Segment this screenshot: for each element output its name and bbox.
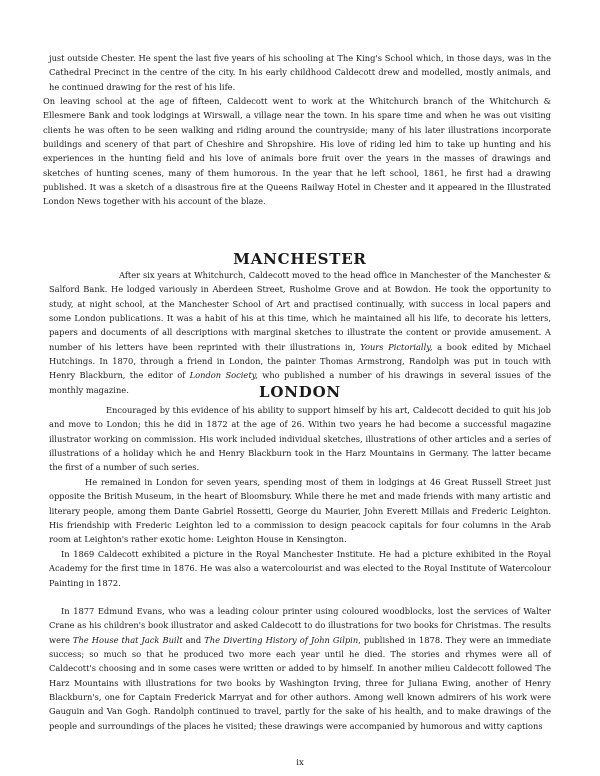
text-run: who published a number of his drawings in several issues of the monthly magazine. bbox=[49, 370, 551, 395]
paragraph-london-move: Encouraged by this evidence of his ability to support himself by his art, Caldecott decided to quit his job and move to London; this he did in 1872 at the age of 26. Within two years he had become a successful magazine illustrator working on commission. His work included individual sketches, illustrations of other articles and a series of illustrations of a holiday which he and Henry Blackburn took in the Harz Mountains in Germany. The latter became the first of a number of such series. bbox=[49, 405, 551, 473]
section-heading-london: LONDON bbox=[259, 383, 341, 401]
text-run: In 1877 Edmund Evans, who was a leading colour printer using coloured woodblocks, lost the services of Walter Crane as his children's book illustrator and asked Caldecott to do illustrations for two books for Christmas. The results were bbox=[49, 606, 552, 645]
text-run: , published in 1878. They were an immediate success; so much so that he produced two more each year until he died. The stories and rhymes were all of Caldecott's choosing and in some cases were written or added to by himself. In another milieu Caldecott followed The Harz Mountains with illustrations for two books by Washington Irving, three for Juliana Ewing, another of Henry Blackburn's, one for Captain Frederick Marryat and for other authors. Among well known admirers of his work were Gauguin and Van Gogh. Randolph continued to travel, partly for the sake of his health, and to make drawings of the people and surroundings of the places he visited; these drawings were accompanied by humorous and witty captions bbox=[49, 634, 551, 731]
paragraph-childrens-books bbox=[49, 604, 551, 733]
book-title-jack-built: The House that Jack Built bbox=[72, 634, 183, 645]
paragraph-whitchurch: On leaving school at the age of fifteen, Caldecott went to work at the Whitchurch branch of the Whitchurch & Ellesmere Bank and took lodgings at Wirswall, a village near the town. In his spare time and when he was out visiting clients he was often to be seen walking and riding around the countryside; many of his later illustrations incorporate buildings and scenery of that part of Cheshire and Shropshire. His love of riding led him to take up hunting and his experiences in the hunting field and his love of animals bore fruit over the years in the masses of drawings and sketches of hunting scenes, many of them humorous. In the year that he left school, 1861, he first had a drawing published. It was a sketch of a disastrous fire at the Queens Railway Hotel in Chester and it appeared in the Illustrated London News together with his account of the blaze. bbox=[43, 96, 551, 207]
magazine-title-london-society: London Society, bbox=[189, 370, 258, 381]
text-run: After six years at Whitchurch, Caldecott moved to the head office in Manchester of the Manchester & Salford Bank. He lodged variously in Aberdeen Street, Rusholme Grove and at Bowdon. He took the opportunity to study, at night school, at the Manchester School of Art and practised continually, with success in local papers and some London publications. It was a habit of his at this time, which he maintained all his life, to decorate his letters, papers and documents of all descriptions with marginal sketches to illustrate the content or provide amusement. A number of his letters have been reprinted with their illustrations in, bbox=[49, 270, 551, 352]
paragraph-bloomsbury: He remained in London for seven years, spending most of them in lodgings at 46 Great Russell Street just opposite the British Museum, in the heart of Bloomsbury. While there he met and made friends with many artistic and literary people, among them Dante Gabriel Rossetti, George du Maurier, John Everett Millais and Frederic Leighton. His friendship with Frederic Leighton led to a commission to design peacock capitals for four columns in the Arab room at Leighton's rather exotic home: Leighton House in Kensington. bbox=[49, 477, 551, 545]
book-title-yours-pictorially: Yours Pictorially, bbox=[360, 341, 433, 352]
page-number: ix bbox=[296, 758, 304, 768]
paragraph-manchester bbox=[49, 268, 551, 397]
text-run: a book edited by Michael Hutchings. In 1870, through a friend in London, the painter Thomas Armstrong, Randolph was put in touch with Henry Blackburn, the editor of bbox=[49, 341, 551, 381]
book-title-john-gilpin: The Diverting History of John Gilpin bbox=[204, 634, 359, 645]
text-run: and bbox=[182, 634, 205, 645]
section-heading-manchester: MANCHESTER bbox=[233, 250, 367, 268]
paragraph-royal-academy: In 1869 Caldecott exhibited a picture in the Royal Manchester Institute. He had a picture exhibited in the Royal Academy for the first time in 1876. He was also a watercolourist and was elected to the Royal Institute of Watercolour Painting in 1872. bbox=[49, 549, 551, 588]
paragraph-childhood: just outside Chester. He spent the last five years of his schooling at The King's School which, in those days, was in the Cathedral Precinct in the centre of the city. In his early childhood Caldecott drew and modelled, mostly animals, and he continued drawing for the rest of his life. bbox=[49, 53, 551, 92]
